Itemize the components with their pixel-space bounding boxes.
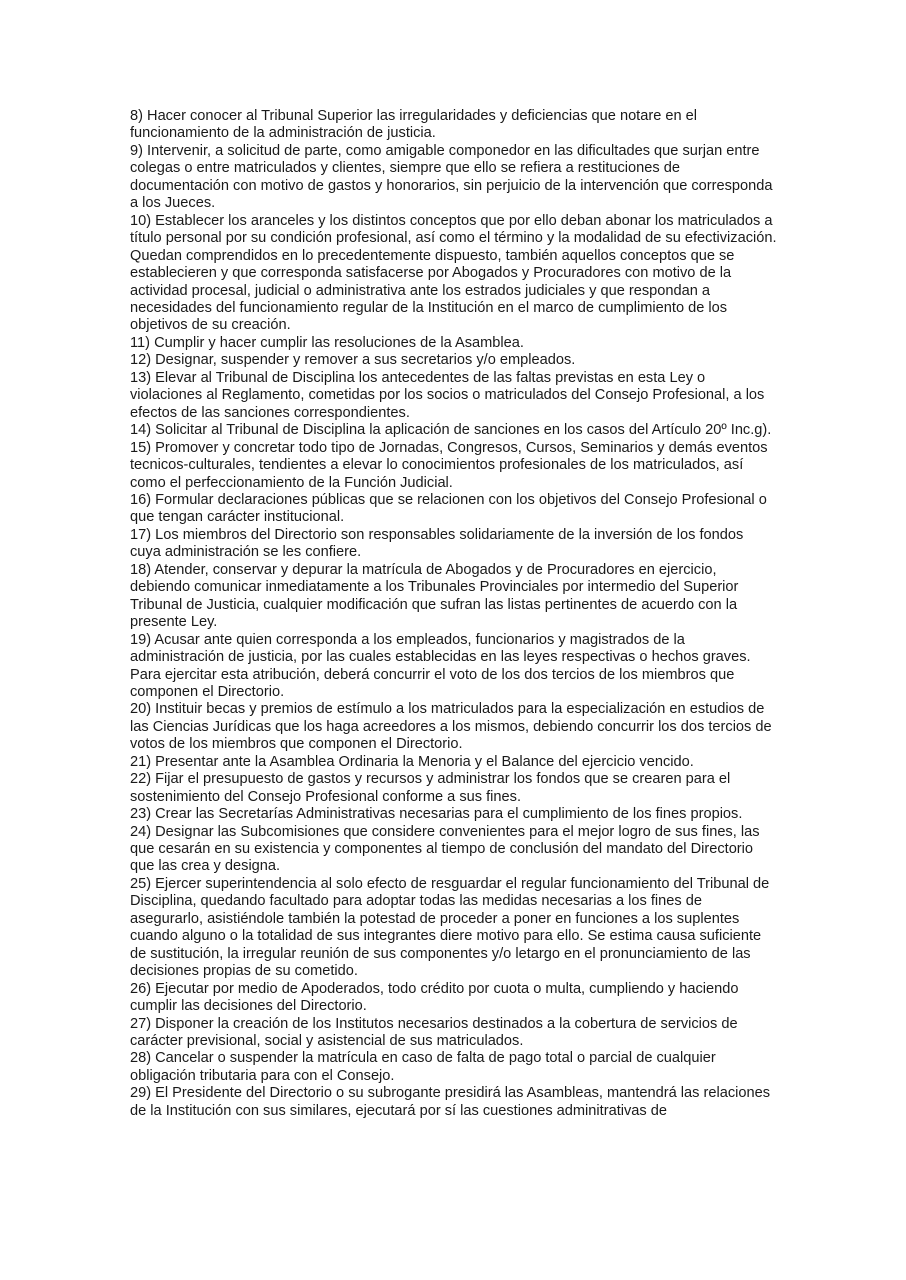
paragraph-item-29: 29) El Presidente del Directorio o su subrogante presidirá las Asambleas, mantendrá las relaciones de la Institución con sus similares, ejecutará por sí las cuestiones adminitrativas de <box>130 1085 771 1119</box>
paragraph-item-18: 18) Atender, conservar y depurar la matrícula de Abogados y de Procuradores en ejercicio, debiendo comunicar inmediatamente a los Tribunales Provinciales por intermedio del Superior Tribunal de Justicia, cualquier modificación que sufran las listas pertinentes de acuerdo con la presente Ley. <box>130 561 739 631</box>
paragraph-item-10: 10) Establecer los aranceles y los distintos conceptos que por ello deban abonar los matriculados a título personal por su condición profesional, así como el término y la modalidad de su efectivización. Quedan comprendidos en lo precedentemente dispuesto, también aquellos conceptos que se establecieren y que corresponda satisfacerse por Abogados y Procuradores con motivo de la actividad procesal, judicial o administrativa ante los estrados judiciales y que respondan a necesidades del funcionamiento regular de la Institución en el marco de cumplimiento de los objetivos de su creación. <box>130 212 777 334</box>
paragraph-item-8: 8) Hacer conocer al Tribunal Superior las irregularidades y deficiencias que notare en el funcionamiento de la administración de justicia. <box>130 108 698 142</box>
paragraph-item-20: 20) Instituir becas y premios de estímulo a los matriculados para la especialización en estudios de las Ciencias Jurídicas que los haga acreedores a los mismos, debiendo concurrir los dos tercios de votos de los miembros que componen el Directorio. <box>130 701 772 753</box>
paragraph-item-11: 11) Cumplir y hacer cumplir las resoluciones de la Asamblea. <box>130 334 524 351</box>
paragraph-item-24: 24) Designar las Subcomisiones que considere convenientes para el mejor logro de sus fines, las que cesarán en su existencia y componentes al tiempo de conclusión del mandato del Directorio que las crea y designa. <box>130 823 760 875</box>
paragraph-item-21: 21) Presentar ante la Asamblea Ordinaria la Menoria y el Balance del ejercicio vencido. <box>130 753 694 770</box>
paragraph-item-16: 16) Formular declaraciones públicas que se relacionen con los objetivos del Consejo Profesional o que tengan carácter institucional. <box>130 491 767 526</box>
paragraph-item-9: 9) Intervenir, a solicitud de parte, como amigable componedor en las dificultades que surjan entre colegas o entre matriculados y clientes, siempre que ello se refiera a restituciones de documentación con motivo de gastos y honorarios, sin perjuicio de la intervención que corresponda a los Jueces. <box>130 142 773 212</box>
paragraph-item-22: 22) Fijar el presupuesto de gastos y recursos y administrar los fondos que se crearen para el sostenimiento del Consejo Profesional conforme a sus fines. <box>130 771 731 805</box>
paragraph-item-17: 17) Los miembros del Directorio son responsables solidariamente de la inversión de los fondos cuya administración se les confiere. <box>130 526 744 561</box>
paragraph-item-15: 15) Promover y concretar todo tipo de Jornadas, Congresos, Cursos, Seminarios y demás eventos tecnicos-culturales, tendientes a elevar lo conocimientos profesionales de los matriculados, así como el perfeccionamiento de la Función Judicial. <box>130 439 768 491</box>
document-body <box>130 108 778 1120</box>
paragraph-item-28: 28) Cancelar o suspender la matrícula en caso de falta de pago total o parcial de cualquier obligación tributaria para con el Consejo. <box>130 1050 716 1084</box>
paragraph-item-26: 26) Ejecutar por medio de Apoderados, todo crédito por cuota o multa, cumpliendo y haciendo cumplir las decisiones del Directorio. <box>130 980 739 1015</box>
paragraph-item-19: 19) Acusar ante quien corresponda a los empleados, funcionarios y magistrados de la administración de justicia, por las cuales establecidas en las leyes respectivas o hechos graves. Para ejercitar esta atribución, deberá concurrir el voto de los dos tercios de los miembros que componen el Directorio. <box>130 631 751 700</box>
paragraph-item-13: 13) Elevar al Tribunal de Disciplina los antecedentes de las faltas previstas en esta Ley o violaciones al Reglamento, cometidas por los socios o matriculados del Consejo Profesional, a los efectos de las sanciones correspondientes. <box>130 369 765 421</box>
paragraph-item-23: 23) Crear las Secretarías Administrativas necesarias para el cumplimiento de los fines propios. <box>130 806 743 823</box>
paragraph-item-25: 25) Ejercer superintendencia al solo efecto de resguardar el regular funcionamiento del Tribunal de Disciplina, quedando facultado para adoptar todas las medidas necesarias a los fines de asegurarlo, asistiéndole también la potestad de proceder a poner en funciones a los suplentes cuando alguno o la totalidad de sus integrantes diere motivo para ello. Se estima causa suficiente de sustitución, la irregular reunión de sus componentes y/o letargo en el pronunciamiento de las decisiones propias de su cometido. <box>130 875 770 980</box>
paragraph-item-14: 14) Solicitar al Tribunal de Disciplina la aplicación de sanciones en los casos del Artículo 20º Inc.g). <box>130 422 772 439</box>
paragraph-item-27: 27) Disponer la creación de los Institutos necesarios destinados a la cobertura de servicios de carácter previsional, social y asistencial de sus matriculados. <box>130 1015 738 1050</box>
paragraph-item-12: 12) Designar, suspender y remover a sus secretarios y/o empleados. <box>130 352 576 369</box>
